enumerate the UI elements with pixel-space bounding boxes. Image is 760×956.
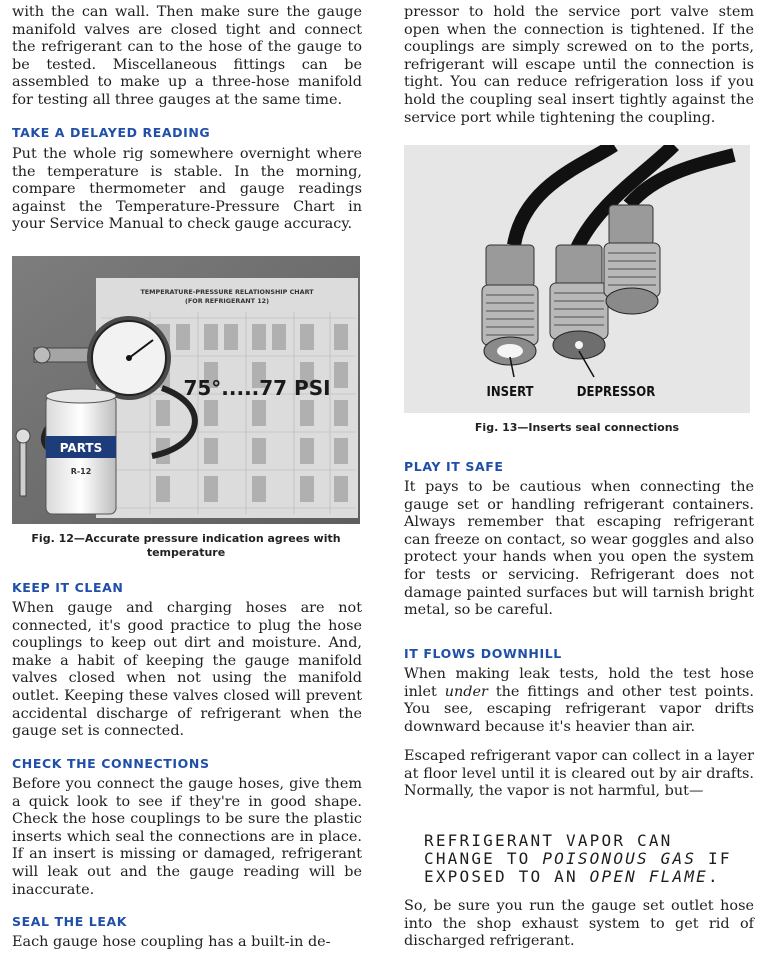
coupling-left xyxy=(482,245,538,365)
refrigerant-can xyxy=(46,389,116,514)
intro-paragraph: with the can wall. Then make sure the gauge manifold valves are closed tight and connect the refrigerant can to the hose of the gauge to be tested. Miscellaneous fittings can be assembled to make up a three-hose manifold for testing all three gauges at the same time. xyxy=(12,4,362,108)
delayed-reading-paragraph: Put the whole rig somewhere overnight where the temperature is stable. In the morning, compare thermometer and gauge readings against the Temperature-Pressure Chart in your Service Manual to check gauge accuracy. xyxy=(12,146,362,233)
label-insert: INSERT xyxy=(486,385,534,400)
seal-leak-paragraph: Each gauge hose coupling has a built-in de- xyxy=(12,934,331,950)
warning-line-2: CHANGE TO POISONOUS GAS IF xyxy=(424,849,732,868)
heading-flows-downhill: IT FLOWS DOWNHILL xyxy=(404,646,562,661)
figure-12-caption: Fig. 12—Accurate pressure indication agrees with temperature xyxy=(31,532,341,559)
heading-check-connections: CHECK THE CONNECTIONS xyxy=(12,756,210,771)
play-safe-paragraph: It pays to be cautious when connecting the gauge set or handling refrigerant containers. Always remember that escaping refrigerant can freeze on contact, so wear goggles and also protect your hands when you open the system for tests or servicing. Refrigerant does not damage painted surfaces but will tarnish bright metal, so be careful. xyxy=(404,479,754,619)
label-depressor: DEPRESSOR xyxy=(576,385,656,400)
check-connections-paragraph: Before you connect the gauge hoses, give them a quick look to see if they're in good shape. Check the hose couplings to be sure the plastic inserts which seal the connections are in place. If an insert is missing or damaged, refrigerant will leak out and the gauge reading will be inaccurate. xyxy=(12,776,362,898)
hose-couplings-illustration xyxy=(404,145,750,413)
keep-clean-paragraph: When gauge and charging hoses are not connected, it's good practice to plug the hose couplings to keep out dirt and moisture. And, make a habit of keeping the gauge manifold valves closed when not using the manifold outlet. Keeping these valves closed will prevent accidental discharge of refrigerant when the gauge set is connected. xyxy=(12,600,362,740)
vapor-paragraph: Escaped refrigerant vapor can collect in a layer at floor level until it is cleared out by air drafts. Normally, the vapor is not harmful, but— xyxy=(404,748,754,800)
warning-box xyxy=(424,832,754,886)
chart-title: TEMPERATURE-PRESSURE RELATIONSHIP CHART xyxy=(140,288,314,296)
can-sublabel: R-12 xyxy=(70,467,92,476)
chart-subtitle: (FOR REFRIGERANT 12) xyxy=(184,297,270,305)
coupling-right xyxy=(604,205,660,314)
coupling-middle xyxy=(550,245,608,359)
gauge-chart-illustration xyxy=(12,256,360,524)
figure-13-photo xyxy=(404,145,750,413)
pressure-gauge xyxy=(87,316,171,400)
warning-line-1: REFRIGERANT VAPOR CAN xyxy=(424,831,673,850)
depressor-paragraph: pressor to hold the service port valve stem open when the connection is tightened. If the couplings are simply screwed on to the ports, refrigerant will escape until the connection is tight. You can reduce refrigeration loss if you hold the coupling seal insert tightly against the service port while tightening the coupling. xyxy=(404,4,754,126)
heading-delayed-reading: TAKE A DELAYED READING xyxy=(12,125,211,140)
heading-play-safe: PLAY IT SAFE xyxy=(404,459,504,474)
figure-13-caption: Fig. 13—Inserts seal connections xyxy=(474,421,680,434)
heading-seal-leak: SEAL THE LEAK xyxy=(12,914,128,929)
downhill-paragraph: When making leak tests, hold the test hose inlet under the fittings and other test points. You see, escaping refrigerant vapor drifts downward because it's heavier than air. xyxy=(404,666,754,735)
closing-paragraph: So, be sure you run the gauge set outlet hose into the shop exhaust system to get rid of discharged refrigerant. xyxy=(404,898,754,950)
heading-keep-clean: KEEP IT CLEAN xyxy=(12,580,124,595)
figure-12-photo xyxy=(12,256,360,524)
reading-overlay: 75°.....77 PSI xyxy=(183,376,331,400)
warning-line-3: EXPOSED TO AN OPEN FLAME. xyxy=(424,867,720,886)
can-label: PARTS xyxy=(59,441,103,455)
